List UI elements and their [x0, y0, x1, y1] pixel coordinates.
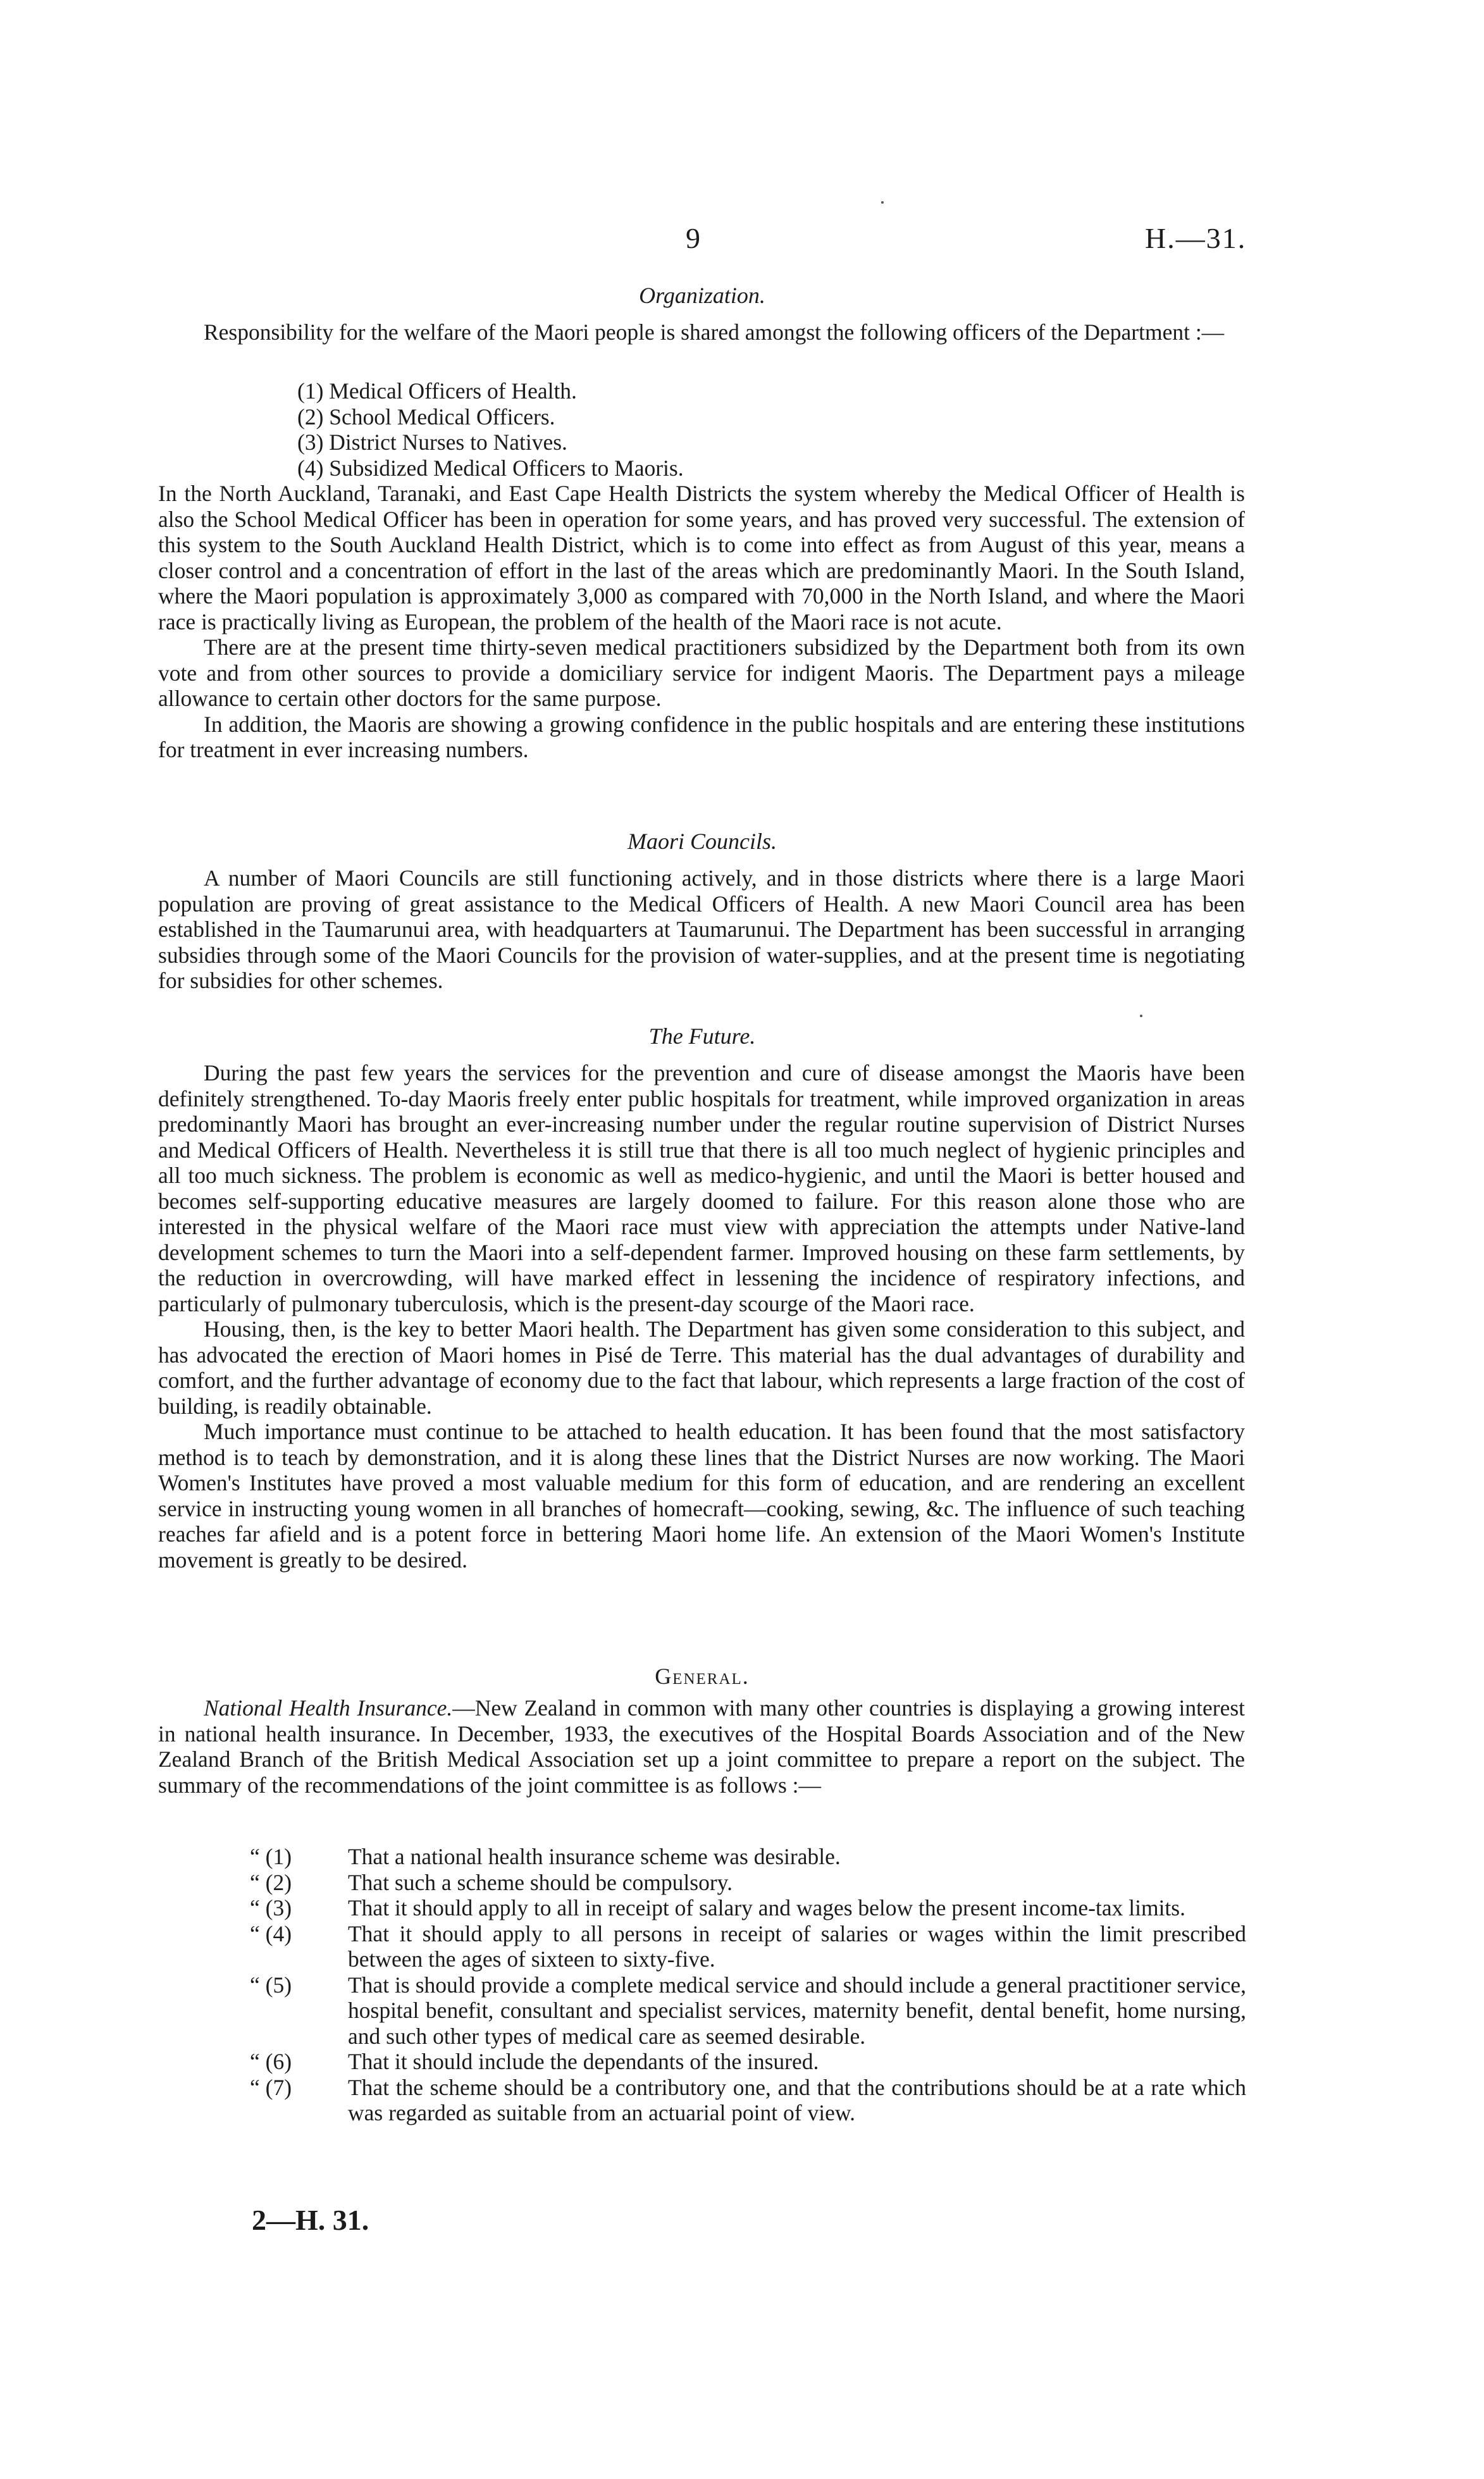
signature-mark: 2—H. 31. [252, 2204, 369, 2236]
lead-in-heading: National Health Insurance. [204, 1695, 453, 1721]
paragraph: Housing, then, is the key to better Maori health. The Department has given some consideration to this subject, and has advocated the erection of Maori homes in Pisé de Terre. This material has the dual advantages of durability and comfort, and the further advantage of economy due to the fact that labour, which represents a large fraction of the cost of building, is readily obtainable. [158, 1316, 1245, 1419]
maori-councils-body [158, 865, 1245, 994]
recommendation-item [250, 2049, 1246, 2075]
section-heading-organization: Organization. [639, 283, 765, 308]
recommendation-item [250, 1844, 1246, 1870]
speck-mark [881, 201, 884, 204]
paragraph: During the past few years the services for the prevention and cure of disease amongst the Maoris have been definitely strengthened. To-day Maoris freely enter public hospitals for treatment, while improved organization in areas predominantly Maori has brought an ever-increasing number under the regular routine supervision of District Nurses and Medical Officers of Health. Nevertheless it is still true that there is all too much neglect of hygienic principles and all too much sickness. The problem is economic as well as medico-hygienic, and until the Maori is better housed and becomes self-supporting educative measures are largely doomed to failure. For this reason alone those who are interested in the physical welfare of the Maori race must view with appreciation the attempts under Native-land development schemes to turn the Maori into a self-dependent farmer. Improved housing on these farm settlements, by the reduction in overcrowding, will have marked effect in lessening the incidence of respiratory infections, and particularly of pulmonary tuberculosis, which is the present-day scourge of the Maori race. [158, 1060, 1245, 1316]
section-heading-general: General. [655, 1664, 750, 1689]
officer-list [297, 378, 1246, 481]
paragraph: Much importance must continue to be attached to health education. It has been found that the most satisfactory method is to teach by demonstration, and it is along these lines that the District Nurses are now working. The Maori Women's Institutes have proved a most valuable medium for this form of education, and are rendering an excellent service in instructing young women in all branches of homecraft—cooking, sewing, &c. The influence of such teaching reaches far afield and is a potent force in bettering Maori home life. An extension of the Maori Women's Institute movement is greatly to be desired. [158, 1419, 1245, 1573]
speck-mark [1140, 1015, 1142, 1017]
recommendation-text: That it should apply to all persons in receipt of salaries or wages within the limit prescribed between the ages of sixteen to sixty-five. [348, 1920, 1246, 1972]
recommendation-number: “ (6) [250, 2049, 292, 2074]
recommendation-text: That it should apply to all in receipt of salary and wages below the present income-tax limits. [348, 1895, 1185, 1920]
recommendation-text: That is should provide a complete medical service and should include a general practitioner service, hospital benefit, consultant and specialist services, maternity benefit, dental benefit, home nursing, and such other types of medical care as seemed desirable. [348, 1972, 1246, 2049]
recommendation-number: “ (7) [250, 2074, 292, 2100]
general-body [158, 1695, 1245, 1798]
recommendation-number: “ (3) [250, 1895, 292, 1920]
recommendation-item [250, 1972, 1246, 2049]
recommendation-number: “ (5) [250, 1972, 292, 1998]
paragraph-text: —New Zealand in common with many other countries is displaying a growing interest in national health insurance. In December, 1933, the executives of the Hospital Boards Association and of the New Zealand Branch of the British Medical Association set up a joint committee to prepare a report on the subject. The summary of the recommendations of the joint committee is as follows :— [158, 1695, 1245, 1798]
officer-item: (2) School Medical Officers. [297, 404, 555, 430]
the-future-body [158, 1060, 1245, 1573]
paragraph [158, 1695, 1245, 1798]
recommendation-item [250, 1895, 1246, 1921]
recommendation-list [250, 1844, 1246, 2126]
paragraph: A number of Maori Councils are still functioning actively, and in those districts where there is a large Maori population are proving of great assistance to the Medical Officers of Health. A new Maori Council area has been established in the Taumarunui area, with headquarters at Taumarunui. The Department has been successful in arranging subsidies through some of the Maori Councils for the provision of water-supplies, and at the present time is negotiating for subsidies for other schemes. [158, 865, 1245, 993]
paragraph: In addition, the Maoris are showing a growing confidence in the public hospitals and are entering these institutions for treatment in ever increasing numbers. [158, 711, 1245, 762]
section-heading-maori-councils: Maori Councils. [627, 829, 777, 854]
recommendation-text: That the scheme should be a contributory one, and that the contributions should be at a rate which was regarded as suitable from an actuarial point of view. [348, 2074, 1246, 2125]
paragraph: In the North Auckland, Taranaki, and East Cape Health Districts the system whereby the Medical Officer of Health is also the School Medical Officer has been in operation for some years, and has proved very successful. The extension of this system to the South Auckland Health District, which is to come into effect as from August of this year, means a closer control and a concentration of effort in the last of the areas which are predominantly Maori. In the South Island, where the Maori population is approximately 3,000 as compared with 70,000 in the North Island, and where the Maori race is practically living as European, the problem of the health of the Maori race is not acute. [158, 481, 1245, 634]
recommendation-item [250, 1921, 1246, 1972]
recommendation-number: “ (2) [250, 1869, 292, 1895]
recommendation-number: “ (4) [250, 1920, 292, 1946]
organization-intro [158, 319, 1245, 345]
organization-intro-text: Responsibility for the welfare of the Maori people is shared amongst the following officers of the Department :— [204, 319, 1225, 345]
recommendation-item [250, 1870, 1246, 1896]
document-reference: H.—31. [1145, 222, 1247, 254]
section-heading-the-future: The Future. [648, 1023, 756, 1049]
recommendation-text: That a national health insurance scheme was desirable. [348, 1844, 841, 1869]
officer-item: (4) Subsidized Medical Officers to Maoris. [297, 455, 684, 481]
paragraph: There are at the present time thirty-seven medical practitioners subsidized by the Department both from its own vote and from other sources to provide a domiciliary service for indigent Maoris. The Department pays a mileage allowance to certain other doctors for the same purpose. [158, 634, 1245, 711]
officer-item: (3) District Nurses to Natives. [297, 430, 567, 455]
recommendation-item [250, 2075, 1246, 2126]
recommendation-number: “ (1) [250, 1844, 292, 1869]
page-number: 9 [686, 222, 700, 254]
organization-body [158, 481, 1245, 763]
recommendation-text: That it should include the dependants of the insured. [348, 2049, 819, 2074]
recommendation-text: That such a scheme should be compulsory. [348, 1869, 733, 1895]
officer-item: (1) Medical Officers of Health. [297, 378, 577, 404]
